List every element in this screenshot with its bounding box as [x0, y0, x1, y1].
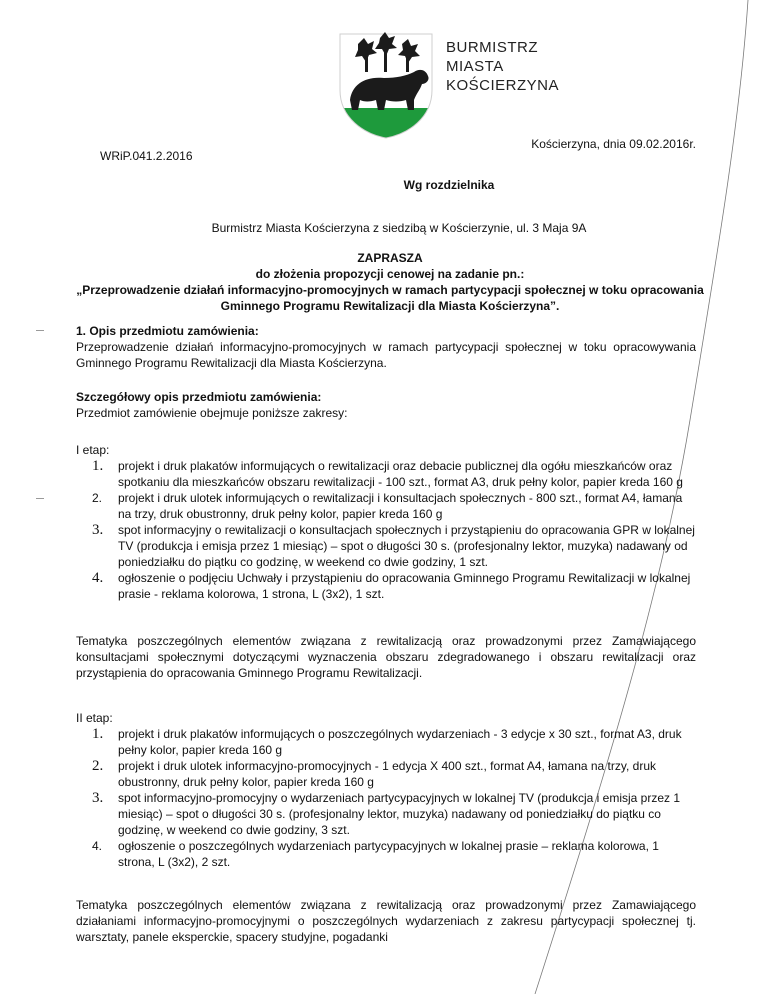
- stage-1-summary: Tematyka poszczególnych elementów związana z rewitalizacją oraz prowadzonymi przez Zamawiającego konsultacjami społecznymi dotyczącymi wyznaczenia obszaru zdegradowanego i obszaru rewitalizacji oraz przystąpienia do opracowania Gminnego Programu Rewitalizacji.: [76, 634, 696, 680]
- item-text: ogłoszenie o podjęciu Uchwały i przystąpieniu do opracowania Gminnego Programu Rewitalizacji w lokalnej prasie - reklama kolorowa, 1 strona, L (3x2), 1 szt.: [118, 571, 691, 601]
- stage-2-summary: Tematyka poszczególnych elementów związana z rewitalizacją oraz prowadzonymi przez Zamawiającego działaniami informacyjno-promocyjnymi o poszczególnych wydarzeniach z zakresu partycypacji społecznej tj. warsztaty, panele eksperckie, spacery studyjne, pogadanki: [76, 898, 696, 944]
- item-number: 3.: [92, 522, 104, 538]
- list-item: [76, 570, 696, 602]
- item-text: projekt i druk plakatów informujących o poszczególnych wydarzeniach - 3 edycje x 30 szt., format A3, druk pełny kolor, papier kreda 160 g: [118, 727, 682, 757]
- reference-number: WRiP.041.2.2016: [100, 149, 193, 163]
- list-item: [76, 790, 696, 838]
- section-subject: [76, 323, 696, 371]
- intro-line: Burmistrz Miasta Kościerzyna z siedzibą w Kościerzynie, ul. 3 Maja 9A: [211, 221, 587, 235]
- document-date: Kościerzyna, dnia 09.02.2016r.: [531, 137, 696, 151]
- item-text: projekt i druk ulotek informacyjno-promocyjnych - 1 edycja X 400 szt., format A4, łamana na trzy, druk obustronny, druk pełny kolor, papier kreda 160 g: [118, 759, 657, 789]
- section-details: [76, 389, 696, 421]
- list-item: [76, 458, 696, 490]
- item-number: 4.: [92, 570, 104, 586]
- org-title-line: BURMISTRZ: [446, 39, 538, 56]
- list-item: [76, 838, 696, 870]
- invitation-heading: [70, 250, 710, 314]
- coat-of-arms-logo: [336, 30, 436, 140]
- stage-2: [76, 710, 696, 870]
- margin-mark: [36, 330, 44, 331]
- stage-1: [76, 442, 696, 602]
- invitation-line: ZAPRASZA: [357, 251, 423, 265]
- invitation-line: Gminnego Programu Rewitalizacji dla Miasta Kościerzyna”.: [220, 299, 560, 313]
- item-number: 3.: [92, 790, 104, 806]
- stage-label: I etap:: [76, 443, 110, 457]
- stage-1-list: [76, 458, 696, 602]
- item-text: spot informacyjny o rewitalizacji o konsultacjach społecznych i przystąpieniu do opracowania GPR w lokalnej TV (produkcja i emisja przez 1 miesiąc) – spot o długości 30 s. (profesjonalny lektor, muzyka) nadawany od poniedziałku do piątku co godzinę, w weekend co dwie godziny, 1 szt.: [118, 523, 695, 569]
- item-number: 1.: [92, 726, 104, 742]
- list-item: [76, 522, 696, 570]
- item-number: 2.: [92, 491, 103, 505]
- item-number: 4.: [92, 839, 103, 853]
- section-text: Przeprowadzenie działań informacyjno-promocyjnych w ramach partycypacji społecznej w toku opracowywania Gminnego Programu Rewitalizacji dla Miasta Kościerzyna.: [76, 340, 696, 370]
- org-title-line: MIASTA: [446, 58, 504, 75]
- organization-title: [446, 38, 586, 95]
- section-text: Przedmiot zamówienie obejmuje poniższe zakresy:: [76, 406, 348, 420]
- item-text: ogłoszenie o poszczególnych wydarzeniach partycypacyjnych w lokalnej prasie – reklama kolorowa, 1 strona, L (3x2), 2 szt.: [118, 839, 659, 869]
- item-number: 2.: [92, 758, 104, 774]
- invitation-line: „Przeprowadzenie działań informacyjno-promocyjnych w ramach partycypacji społecznej w toku opracowania: [76, 283, 704, 297]
- stage-label: II etap:: [76, 711, 113, 725]
- org-title-line: KOŚCIERZYNA: [446, 77, 560, 94]
- invitation-line: do złożenia propozycji cenowej na zadanie pn.:: [255, 267, 525, 281]
- list-item: [76, 726, 696, 758]
- list-item: [76, 490, 696, 522]
- section-title: 1. Opis przedmiotu zamówienia:: [76, 324, 259, 338]
- stage-2-list: [76, 726, 696, 870]
- section-title: Szczegółowy opis przedmiotu zamówienia:: [76, 390, 322, 404]
- item-text: projekt i druk ulotek informujących o rewitalizacji i konsultacjach społecznych - 800 szt., format A4, łamana na trzy, druk obustronny, druk pełny kolor, papier kreda 160 g: [118, 491, 683, 521]
- item-text: spot informacyjno-promocyjny o wydarzeniach partycypacyjnych w lokalnej TV (produkcja i emisja przez 1 miesiąc) – spot o długości 30 s. (profesjonalny lektor, muzyka) nadawany od poniedziałku do piątku co godzinę, w weekend co dwie godziny, 3 szt.: [118, 791, 681, 837]
- margin-mark: [36, 498, 44, 499]
- distribution-note: Wg rozdzielnika: [403, 178, 495, 192]
- item-number: 1.: [92, 458, 104, 474]
- list-item: [76, 758, 696, 790]
- item-text: projekt i druk plakatów informujących o rewitalizacji oraz debacie publicznej dla ogółu mieszkańców oraz spotkaniu dla mieszkańców obszaru rewitalizacji - 100 szt., format A3, druk pełny kolor, papier kreda 160 g: [118, 459, 683, 489]
